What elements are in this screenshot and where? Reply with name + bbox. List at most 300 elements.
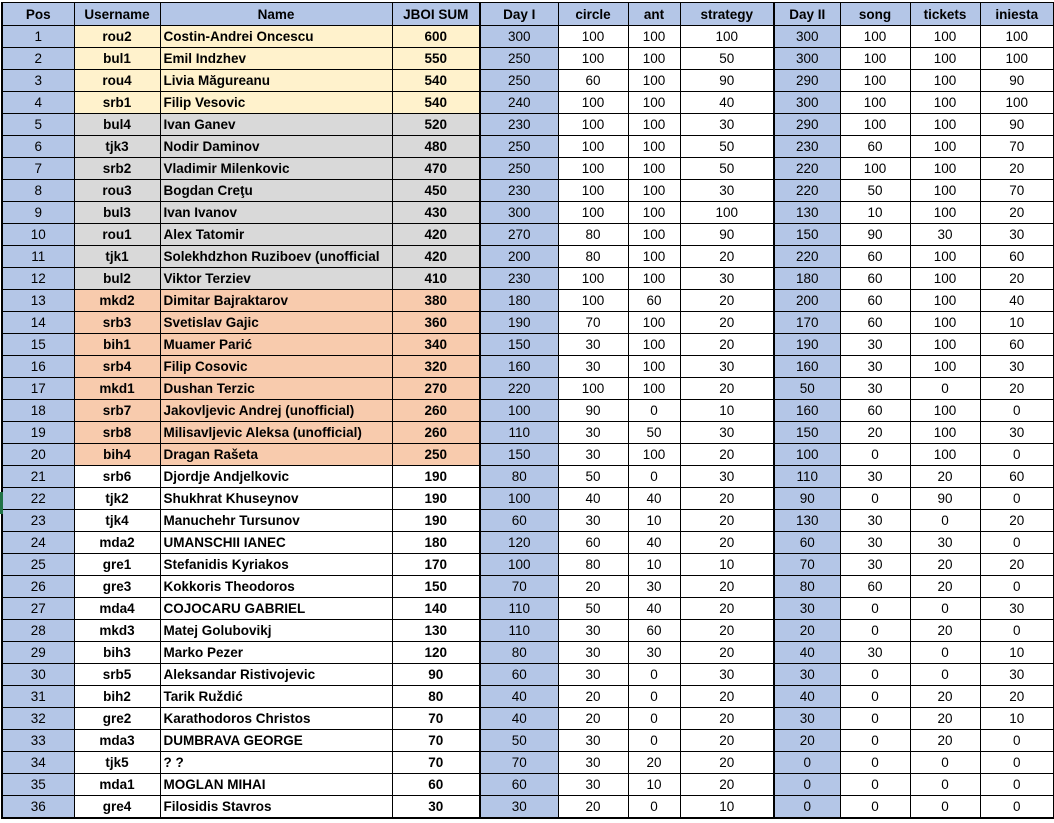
cell-circle[interactable]: 30: [558, 334, 628, 356]
cell-circle[interactable]: 100: [558, 378, 628, 400]
cell-name[interactable]: Dimitar Bajraktarov: [160, 290, 392, 312]
cell-name[interactable]: Marko Pezer: [160, 642, 392, 664]
cell-day-1[interactable]: 40: [480, 686, 558, 708]
cell-iniesta[interactable]: 0: [980, 400, 1054, 422]
cell-username[interactable]: srb4: [74, 356, 160, 378]
cell-jboi-sum[interactable]: 270: [392, 378, 480, 400]
cell-strategy[interactable]: 20: [680, 510, 774, 532]
cell-username[interactable]: mda1: [74, 774, 160, 796]
cell-name[interactable]: Alex Tatomir: [160, 224, 392, 246]
cell-pos[interactable]: 9: [2, 202, 74, 224]
cell-jboi-sum[interactable]: 480: [392, 136, 480, 158]
cell-tickets[interactable]: 100: [910, 26, 980, 48]
cell-day-1[interactable]: 50: [480, 730, 558, 752]
cell-iniesta[interactable]: 70: [980, 136, 1054, 158]
cell-iniesta[interactable]: 100: [980, 92, 1054, 114]
cell-pos[interactable]: 3: [2, 70, 74, 92]
cell-iniesta[interactable]: 30: [980, 356, 1054, 378]
cell-pos[interactable]: 13: [2, 290, 74, 312]
cell-day-2[interactable]: 170: [774, 312, 840, 334]
header-circle[interactable]: circle: [558, 3, 628, 26]
cell-circle[interactable]: 50: [558, 598, 628, 620]
cell-pos[interactable]: 34: [2, 752, 74, 774]
cell-iniesta[interactable]: 20: [980, 268, 1054, 290]
cell-circle[interactable]: 20: [558, 576, 628, 598]
cell-username[interactable]: mkd3: [74, 620, 160, 642]
cell-pos[interactable]: 28: [2, 620, 74, 642]
cell-song[interactable]: 60: [840, 400, 910, 422]
cell-jboi-sum[interactable]: 190: [392, 488, 480, 510]
cell-song[interactable]: 60: [840, 268, 910, 290]
header-pos[interactable]: Pos: [2, 3, 74, 26]
cell-day-2[interactable]: 130: [774, 202, 840, 224]
cell-tickets[interactable]: 0: [910, 378, 980, 400]
cell-strategy[interactable]: 30: [680, 356, 774, 378]
cell-strategy[interactable]: 30: [680, 114, 774, 136]
cell-strategy[interactable]: 20: [680, 708, 774, 730]
cell-ant[interactable]: 100: [628, 378, 680, 400]
cell-day-1[interactable]: 80: [480, 642, 558, 664]
cell-pos[interactable]: 8: [2, 180, 74, 202]
cell-circle[interactable]: 30: [558, 620, 628, 642]
cell-name[interactable]: DUMBRAVA GEORGE: [160, 730, 392, 752]
cell-jboi-sum[interactable]: 180: [392, 532, 480, 554]
cell-username[interactable]: srb8: [74, 422, 160, 444]
cell-iniesta[interactable]: 20: [980, 554, 1054, 576]
cell-iniesta[interactable]: 60: [980, 246, 1054, 268]
cell-tickets[interactable]: 90: [910, 488, 980, 510]
header-song[interactable]: song: [840, 3, 910, 26]
cell-day-1[interactable]: 230: [480, 268, 558, 290]
cell-song[interactable]: 0: [840, 598, 910, 620]
cell-circle[interactable]: 30: [558, 774, 628, 796]
cell-username[interactable]: gre4: [74, 796, 160, 819]
cell-jboi-sum[interactable]: 260: [392, 422, 480, 444]
cell-ant[interactable]: 0: [628, 466, 680, 488]
cell-iniesta[interactable]: 20: [980, 158, 1054, 180]
cell-circle[interactable]: 100: [558, 268, 628, 290]
cell-username[interactable]: bih2: [74, 686, 160, 708]
cell-strategy[interactable]: 10: [680, 554, 774, 576]
cell-strategy[interactable]: 10: [680, 400, 774, 422]
cell-circle[interactable]: 80: [558, 224, 628, 246]
cell-circle[interactable]: 100: [558, 180, 628, 202]
cell-username[interactable]: srb1: [74, 92, 160, 114]
cell-song[interactable]: 0: [840, 752, 910, 774]
cell-username[interactable]: srb2: [74, 158, 160, 180]
cell-song[interactable]: 0: [840, 796, 910, 819]
cell-jboi-sum[interactable]: 600: [392, 26, 480, 48]
cell-circle[interactable]: 20: [558, 796, 628, 819]
cell-circle[interactable]: 40: [558, 488, 628, 510]
cell-ant[interactable]: 10: [628, 554, 680, 576]
cell-strategy[interactable]: 20: [680, 488, 774, 510]
cell-strategy[interactable]: 50: [680, 136, 774, 158]
cell-username[interactable]: tjk4: [74, 510, 160, 532]
cell-song[interactable]: 60: [840, 136, 910, 158]
cell-name[interactable]: Dragan Rašeta: [160, 444, 392, 466]
cell-day-2[interactable]: 20: [774, 620, 840, 642]
cell-username[interactable]: srb5: [74, 664, 160, 686]
cell-song[interactable]: 100: [840, 48, 910, 70]
cell-day-2[interactable]: 40: [774, 686, 840, 708]
cell-day-2[interactable]: 160: [774, 356, 840, 378]
cell-name[interactable]: Kokkoris Theodoros: [160, 576, 392, 598]
cell-day-2[interactable]: 180: [774, 268, 840, 290]
cell-pos[interactable]: 19: [2, 422, 74, 444]
cell-username[interactable]: gre3: [74, 576, 160, 598]
cell-day-2[interactable]: 150: [774, 422, 840, 444]
cell-circle[interactable]: 80: [558, 554, 628, 576]
cell-circle[interactable]: 60: [558, 70, 628, 92]
cell-day-2[interactable]: 300: [774, 48, 840, 70]
cell-ant[interactable]: 0: [628, 730, 680, 752]
cell-tickets[interactable]: 20: [910, 554, 980, 576]
cell-pos[interactable]: 18: [2, 400, 74, 422]
cell-day-2[interactable]: 0: [774, 774, 840, 796]
cell-song[interactable]: 100: [840, 114, 910, 136]
cell-name[interactable]: Ivan Ganev: [160, 114, 392, 136]
cell-day-1[interactable]: 100: [480, 400, 558, 422]
cell-jboi-sum[interactable]: 80: [392, 686, 480, 708]
cell-song[interactable]: 60: [840, 290, 910, 312]
cell-iniesta[interactable]: 0: [980, 774, 1054, 796]
cell-iniesta[interactable]: 0: [980, 620, 1054, 642]
cell-username[interactable]: mda3: [74, 730, 160, 752]
cell-username[interactable]: bih1: [74, 334, 160, 356]
cell-day-1[interactable]: 150: [480, 444, 558, 466]
cell-name[interactable]: Jakovljevic Andrej (unofficial): [160, 400, 392, 422]
cell-username[interactable]: tjk3: [74, 136, 160, 158]
cell-day-2[interactable]: 290: [774, 114, 840, 136]
cell-username[interactable]: rou2: [74, 26, 160, 48]
cell-username[interactable]: tjk1: [74, 246, 160, 268]
cell-strategy[interactable]: 20: [680, 334, 774, 356]
cell-iniesta[interactable]: 100: [980, 26, 1054, 48]
cell-jboi-sum[interactable]: 70: [392, 708, 480, 730]
cell-name[interactable]: Costin-Andrei Oncescu: [160, 26, 392, 48]
cell-tickets[interactable]: 100: [910, 290, 980, 312]
cell-name[interactable]: Filosidis Stavros: [160, 796, 392, 819]
cell-jboi-sum[interactable]: 190: [392, 466, 480, 488]
cell-ant[interactable]: 100: [628, 26, 680, 48]
cell-day-1[interactable]: 300: [480, 202, 558, 224]
cell-strategy[interactable]: 20: [680, 752, 774, 774]
cell-circle[interactable]: 100: [558, 136, 628, 158]
cell-username[interactable]: gre2: [74, 708, 160, 730]
cell-day-2[interactable]: 160: [774, 400, 840, 422]
cell-song[interactable]: 30: [840, 334, 910, 356]
cell-pos[interactable]: 16: [2, 356, 74, 378]
cell-iniesta[interactable]: 30: [980, 664, 1054, 686]
cell-strategy[interactable]: 50: [680, 158, 774, 180]
cell-song[interactable]: 60: [840, 576, 910, 598]
cell-circle[interactable]: 30: [558, 752, 628, 774]
cell-day-2[interactable]: 50: [774, 378, 840, 400]
cell-day-1[interactable]: 30: [480, 796, 558, 819]
cell-pos[interactable]: 30: [2, 664, 74, 686]
cell-day-2[interactable]: 110: [774, 466, 840, 488]
cell-tickets[interactable]: 20: [910, 730, 980, 752]
cell-iniesta[interactable]: 20: [980, 378, 1054, 400]
cell-day-2[interactable]: 220: [774, 158, 840, 180]
cell-tickets[interactable]: 100: [910, 312, 980, 334]
cell-ant[interactable]: 40: [628, 488, 680, 510]
cell-pos[interactable]: 35: [2, 774, 74, 796]
cell-tickets[interactable]: 20: [910, 466, 980, 488]
cell-ant[interactable]: 0: [628, 796, 680, 819]
cell-name[interactable]: Bogdan Creţu: [160, 180, 392, 202]
cell-strategy[interactable]: 100: [680, 202, 774, 224]
cell-day-1[interactable]: 70: [480, 752, 558, 774]
cell-tickets[interactable]: 100: [910, 180, 980, 202]
cell-username[interactable]: tjk5: [74, 752, 160, 774]
cell-day-1[interactable]: 60: [480, 774, 558, 796]
cell-circle[interactable]: 100: [558, 48, 628, 70]
cell-ant[interactable]: 40: [628, 532, 680, 554]
cell-song[interactable]: 90: [840, 224, 910, 246]
cell-ant[interactable]: 100: [628, 70, 680, 92]
cell-strategy[interactable]: 20: [680, 620, 774, 642]
cell-ant[interactable]: 100: [628, 334, 680, 356]
cell-tickets[interactable]: 100: [910, 158, 980, 180]
cell-iniesta[interactable]: 20: [980, 686, 1054, 708]
cell-song[interactable]: 10: [840, 202, 910, 224]
cell-tickets[interactable]: 100: [910, 422, 980, 444]
cell-strategy[interactable]: 10: [680, 796, 774, 819]
cell-username[interactable]: bih3: [74, 642, 160, 664]
cell-jboi-sum[interactable]: 190: [392, 510, 480, 532]
header-username[interactable]: Username: [74, 3, 160, 26]
cell-jboi-sum[interactable]: 60: [392, 774, 480, 796]
cell-name[interactable]: Livia Măgureanu: [160, 70, 392, 92]
cell-name[interactable]: Dushan Terzic: [160, 378, 392, 400]
cell-name[interactable]: MOGLAN MIHAI: [160, 774, 392, 796]
cell-iniesta[interactable]: 90: [980, 70, 1054, 92]
cell-pos[interactable]: 11: [2, 246, 74, 268]
cell-ant[interactable]: 100: [628, 92, 680, 114]
cell-ant[interactable]: 50: [628, 422, 680, 444]
cell-name[interactable]: Emil Indzhev: [160, 48, 392, 70]
cell-song[interactable]: 60: [840, 246, 910, 268]
cell-iniesta[interactable]: 20: [980, 202, 1054, 224]
cell-day-1[interactable]: 300: [480, 26, 558, 48]
cell-tickets[interactable]: 20: [910, 686, 980, 708]
cell-day-1[interactable]: 40: [480, 708, 558, 730]
cell-name[interactable]: Nodir Daminov: [160, 136, 392, 158]
cell-day-2[interactable]: 190: [774, 334, 840, 356]
cell-tickets[interactable]: 100: [910, 246, 980, 268]
cell-username[interactable]: tjk2: [74, 488, 160, 510]
cell-day-2[interactable]: 150: [774, 224, 840, 246]
cell-day-1[interactable]: 190: [480, 312, 558, 334]
cell-name[interactable]: Shukhrat Khuseynov: [160, 488, 392, 510]
cell-username[interactable]: bih4: [74, 444, 160, 466]
cell-jboi-sum[interactable]: 360: [392, 312, 480, 334]
cell-song[interactable]: 30: [840, 466, 910, 488]
cell-strategy[interactable]: 20: [680, 290, 774, 312]
cell-jboi-sum[interactable]: 520: [392, 114, 480, 136]
cell-name[interactable]: Karathodoros Christos: [160, 708, 392, 730]
cell-strategy[interactable]: 20: [680, 444, 774, 466]
cell-tickets[interactable]: 20: [910, 620, 980, 642]
cell-name[interactable]: Stefanidis Kyriakos: [160, 554, 392, 576]
cell-circle[interactable]: 30: [558, 730, 628, 752]
cell-day-1[interactable]: 100: [480, 554, 558, 576]
cell-strategy[interactable]: 100: [680, 26, 774, 48]
cell-strategy[interactable]: 20: [680, 378, 774, 400]
cell-jboi-sum[interactable]: 170: [392, 554, 480, 576]
cell-day-1[interactable]: 230: [480, 114, 558, 136]
cell-day-2[interactable]: 300: [774, 92, 840, 114]
cell-day-1[interactable]: 110: [480, 598, 558, 620]
cell-tickets[interactable]: 30: [910, 532, 980, 554]
cell-tickets[interactable]: 100: [910, 202, 980, 224]
cell-pos[interactable]: 31: [2, 686, 74, 708]
cell-ant[interactable]: 100: [628, 158, 680, 180]
cell-day-2[interactable]: 200: [774, 290, 840, 312]
cell-day-2[interactable]: 220: [774, 180, 840, 202]
cell-pos[interactable]: 26: [2, 576, 74, 598]
cell-name[interactable]: Manuchehr Tursunov: [160, 510, 392, 532]
cell-day-2[interactable]: 230: [774, 136, 840, 158]
cell-name[interactable]: Matej Golubovikj: [160, 620, 392, 642]
cell-jboi-sum[interactable]: 430: [392, 202, 480, 224]
cell-name[interactable]: Tarik Ruždić: [160, 686, 392, 708]
cell-iniesta[interactable]: 0: [980, 796, 1054, 819]
cell-day-2[interactable]: 220: [774, 246, 840, 268]
cell-iniesta[interactable]: 70: [980, 180, 1054, 202]
cell-song[interactable]: 100: [840, 158, 910, 180]
cell-day-2[interactable]: 30: [774, 708, 840, 730]
cell-username[interactable]: bul2: [74, 268, 160, 290]
cell-iniesta[interactable]: 90: [980, 114, 1054, 136]
cell-circle[interactable]: 100: [558, 26, 628, 48]
cell-pos[interactable]: 14: [2, 312, 74, 334]
cell-tickets[interactable]: 100: [910, 136, 980, 158]
cell-name[interactable]: ? ?: [160, 752, 392, 774]
cell-day-1[interactable]: 60: [480, 510, 558, 532]
cell-jboi-sum[interactable]: 410: [392, 268, 480, 290]
cell-pos[interactable]: 21: [2, 466, 74, 488]
cell-tickets[interactable]: 100: [910, 92, 980, 114]
cell-username[interactable]: rou3: [74, 180, 160, 202]
cell-circle[interactable]: 70: [558, 312, 628, 334]
cell-iniesta[interactable]: 0: [980, 576, 1054, 598]
cell-ant[interactable]: 100: [628, 356, 680, 378]
cell-day-2[interactable]: 130: [774, 510, 840, 532]
cell-tickets[interactable]: 100: [910, 444, 980, 466]
cell-strategy[interactable]: 20: [680, 312, 774, 334]
cell-username[interactable]: rou4: [74, 70, 160, 92]
cell-ant[interactable]: 40: [628, 598, 680, 620]
cell-ant[interactable]: 20: [628, 752, 680, 774]
cell-day-1[interactable]: 80: [480, 466, 558, 488]
cell-song[interactable]: 30: [840, 378, 910, 400]
cell-username[interactable]: srb7: [74, 400, 160, 422]
cell-tickets[interactable]: 0: [910, 598, 980, 620]
cell-circle[interactable]: 20: [558, 708, 628, 730]
cell-ant[interactable]: 100: [628, 444, 680, 466]
cell-song[interactable]: 100: [840, 92, 910, 114]
cell-strategy[interactable]: 90: [680, 70, 774, 92]
cell-jboi-sum[interactable]: 250: [392, 444, 480, 466]
cell-jboi-sum[interactable]: 320: [392, 356, 480, 378]
cell-pos[interactable]: 29: [2, 642, 74, 664]
cell-tickets[interactable]: 100: [910, 268, 980, 290]
cell-name[interactable]: Djordje Andjelkovic: [160, 466, 392, 488]
cell-ant[interactable]: 60: [628, 620, 680, 642]
cell-username[interactable]: srb3: [74, 312, 160, 334]
cell-day-2[interactable]: 40: [774, 642, 840, 664]
cell-song[interactable]: 50: [840, 180, 910, 202]
cell-jboi-sum[interactable]: 540: [392, 70, 480, 92]
cell-iniesta[interactable]: 10: [980, 708, 1054, 730]
cell-ant[interactable]: 100: [628, 114, 680, 136]
cell-pos[interactable]: 27: [2, 598, 74, 620]
cell-circle[interactable]: 20: [558, 686, 628, 708]
cell-username[interactable]: mkd2: [74, 290, 160, 312]
header-tickets[interactable]: tickets: [910, 3, 980, 26]
cell-iniesta[interactable]: 0: [980, 730, 1054, 752]
cell-day-1[interactable]: 60: [480, 664, 558, 686]
cell-iniesta[interactable]: 30: [980, 598, 1054, 620]
cell-day-1[interactable]: 180: [480, 290, 558, 312]
cell-circle[interactable]: 100: [558, 114, 628, 136]
cell-iniesta[interactable]: 40: [980, 290, 1054, 312]
cell-jboi-sum[interactable]: 420: [392, 224, 480, 246]
cell-jboi-sum[interactable]: 150: [392, 576, 480, 598]
cell-ant[interactable]: 0: [628, 400, 680, 422]
cell-day-2[interactable]: 60: [774, 532, 840, 554]
cell-circle[interactable]: 30: [558, 422, 628, 444]
cell-tickets[interactable]: 0: [910, 642, 980, 664]
cell-strategy[interactable]: 90: [680, 224, 774, 246]
cell-jboi-sum[interactable]: 450: [392, 180, 480, 202]
cell-tickets[interactable]: 30: [910, 224, 980, 246]
cell-name[interactable]: Filip Cosovic: [160, 356, 392, 378]
cell-name[interactable]: Filip Vesovic: [160, 92, 392, 114]
cell-iniesta[interactable]: 60: [980, 334, 1054, 356]
cell-song[interactable]: 30: [840, 510, 910, 532]
cell-ant[interactable]: 100: [628, 180, 680, 202]
cell-ant[interactable]: 10: [628, 774, 680, 796]
cell-ant[interactable]: 100: [628, 246, 680, 268]
cell-name[interactable]: Vladimir Milenkovic: [160, 158, 392, 180]
header-ant[interactable]: ant: [628, 3, 680, 26]
cell-strategy[interactable]: 20: [680, 532, 774, 554]
cell-jboi-sum[interactable]: 340: [392, 334, 480, 356]
cell-day-2[interactable]: 300: [774, 26, 840, 48]
cell-circle[interactable]: 90: [558, 400, 628, 422]
cell-pos[interactable]: 25: [2, 554, 74, 576]
cell-iniesta[interactable]: 100: [980, 48, 1054, 70]
cell-username[interactable]: mda2: [74, 532, 160, 554]
cell-name[interactable]: Solekhdzhon Ruziboev (unofficial: [160, 246, 392, 268]
cell-iniesta[interactable]: 10: [980, 312, 1054, 334]
cell-ant[interactable]: 0: [628, 664, 680, 686]
cell-circle[interactable]: 30: [558, 444, 628, 466]
cell-username[interactable]: bul1: [74, 48, 160, 70]
cell-iniesta[interactable]: 0: [980, 488, 1054, 510]
cell-day-2[interactable]: 70: [774, 554, 840, 576]
cell-song[interactable]: 0: [840, 708, 910, 730]
cell-jboi-sum[interactable]: 90: [392, 664, 480, 686]
cell-song[interactable]: 30: [840, 532, 910, 554]
cell-jboi-sum[interactable]: 130: [392, 620, 480, 642]
cell-pos[interactable]: 12: [2, 268, 74, 290]
cell-day-1[interactable]: 110: [480, 422, 558, 444]
